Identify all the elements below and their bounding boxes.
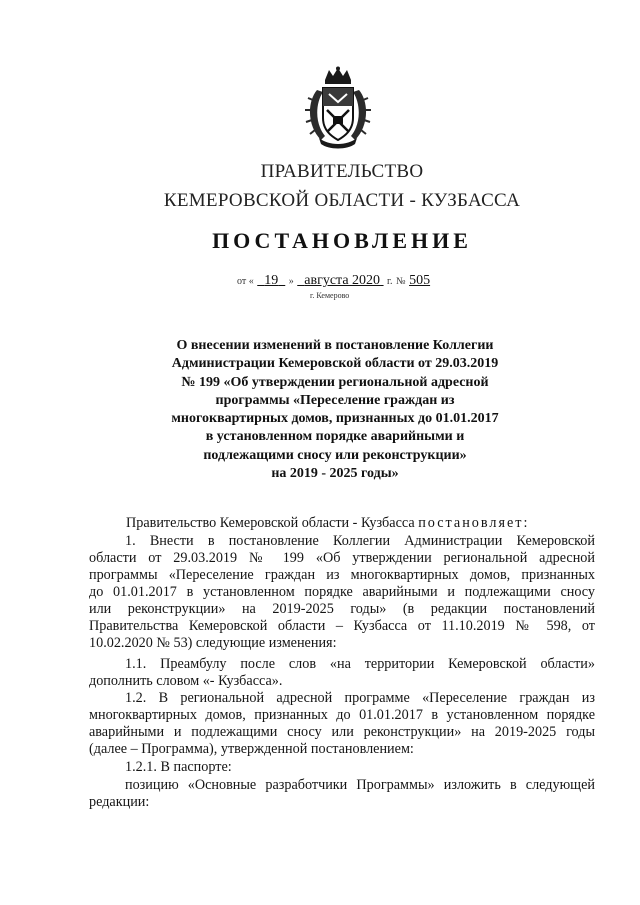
paragraph-position xyxy=(89,777,595,811)
text-line: 1.2.1. В паспорте: xyxy=(125,759,232,775)
intro-resolves: постановляет: xyxy=(418,515,530,531)
text-line: аварийными и подлежащими сносу или реконструкции» на 2019-2025 годы xyxy=(89,724,595,740)
date-month-year: августа 2020 xyxy=(304,273,381,288)
government-title-line1: ПРАВИТЕЛЬСТВО xyxy=(260,161,424,182)
title-line: подлежащими сносу или реконструкции» xyxy=(203,447,467,463)
date-number-line xyxy=(237,273,430,289)
text-line: Правительства Кемеровской области – Кузбасса от 11.10.2019 № 598, от xyxy=(89,618,595,634)
coat-of-arms-icon xyxy=(303,66,373,150)
text-line: (далее – Программа), утвержденной постановлением: xyxy=(89,741,414,757)
text-line: 10.02.2020 № 53) следующие изменения: xyxy=(89,635,337,651)
intro-paragraph xyxy=(126,515,596,532)
text-line: 1.2. В региональной адресной программе «Переселение граждан из xyxy=(125,690,595,706)
document-number: 505 xyxy=(409,273,431,288)
text-line: до 01.01.2017 в установленном порядке аварийными и подлежащими сносу xyxy=(89,584,595,600)
text-line: многоквартирных домов, признанных до 01.01.2017 в установленном порядке xyxy=(89,707,595,723)
text-line: или реконструкции» на 2019-2025 годы» (в редакции постановлений xyxy=(89,601,595,617)
text-line: дополнить словом «- Кузбасса». xyxy=(89,673,283,689)
title-line: О внесении изменений в постановление Коллегии xyxy=(176,338,494,353)
paragraph-1-1 xyxy=(89,656,595,690)
paragraph-1 xyxy=(89,533,595,652)
paragraph-1-2-1 xyxy=(89,759,595,776)
title-line: программы «Переселение граждан из xyxy=(215,392,455,408)
paragraph-1-2 xyxy=(89,690,595,758)
date-quote-close: » xyxy=(288,276,294,287)
date-prefix: от « xyxy=(237,276,254,287)
text-line: 1.1. Преамбулу после слов «на территории Кемеровской области» xyxy=(125,656,595,672)
document-title xyxy=(140,337,530,483)
date-day: 19 xyxy=(264,273,279,288)
title-line: на 2019 - 2025 годы» xyxy=(271,466,399,482)
number-sign: № xyxy=(396,276,406,287)
title-line: № 199 «Об утверждении региональной адресной xyxy=(181,374,489,390)
text-line: программы «Переселение граждан из многоквартирных домов, признанных xyxy=(89,567,595,583)
title-line: в установленном порядке аварийными и xyxy=(205,429,465,445)
government-title-line2: КЕМЕРОВСКОЙ ОБЛАСТИ - КУЗБАССА xyxy=(163,190,521,211)
text-line: позицию «Основные разработчики Программы» изложить в следующей xyxy=(125,777,595,793)
text-line: области от 29.03.2019 № 199 «Об утверждении региональной адресной xyxy=(89,550,595,566)
year-suffix: г. xyxy=(387,276,393,287)
title-line: многоквартирных домов, признанных до 01.01.2017 xyxy=(171,411,499,427)
title-line: Администрации Кемеровской области от 29.03.2019 xyxy=(171,356,499,372)
text-line: редакции: xyxy=(89,794,150,810)
intro-text: Правительство Кемеровской области - Кузбасса xyxy=(126,515,415,531)
document-type: ПОСТАНОВЛЕНИЕ xyxy=(212,228,472,253)
city-label: г. Кемерово xyxy=(310,291,350,300)
text-line: 1. Внести в постановление Коллегии Администрации Кемеровской xyxy=(125,533,595,549)
